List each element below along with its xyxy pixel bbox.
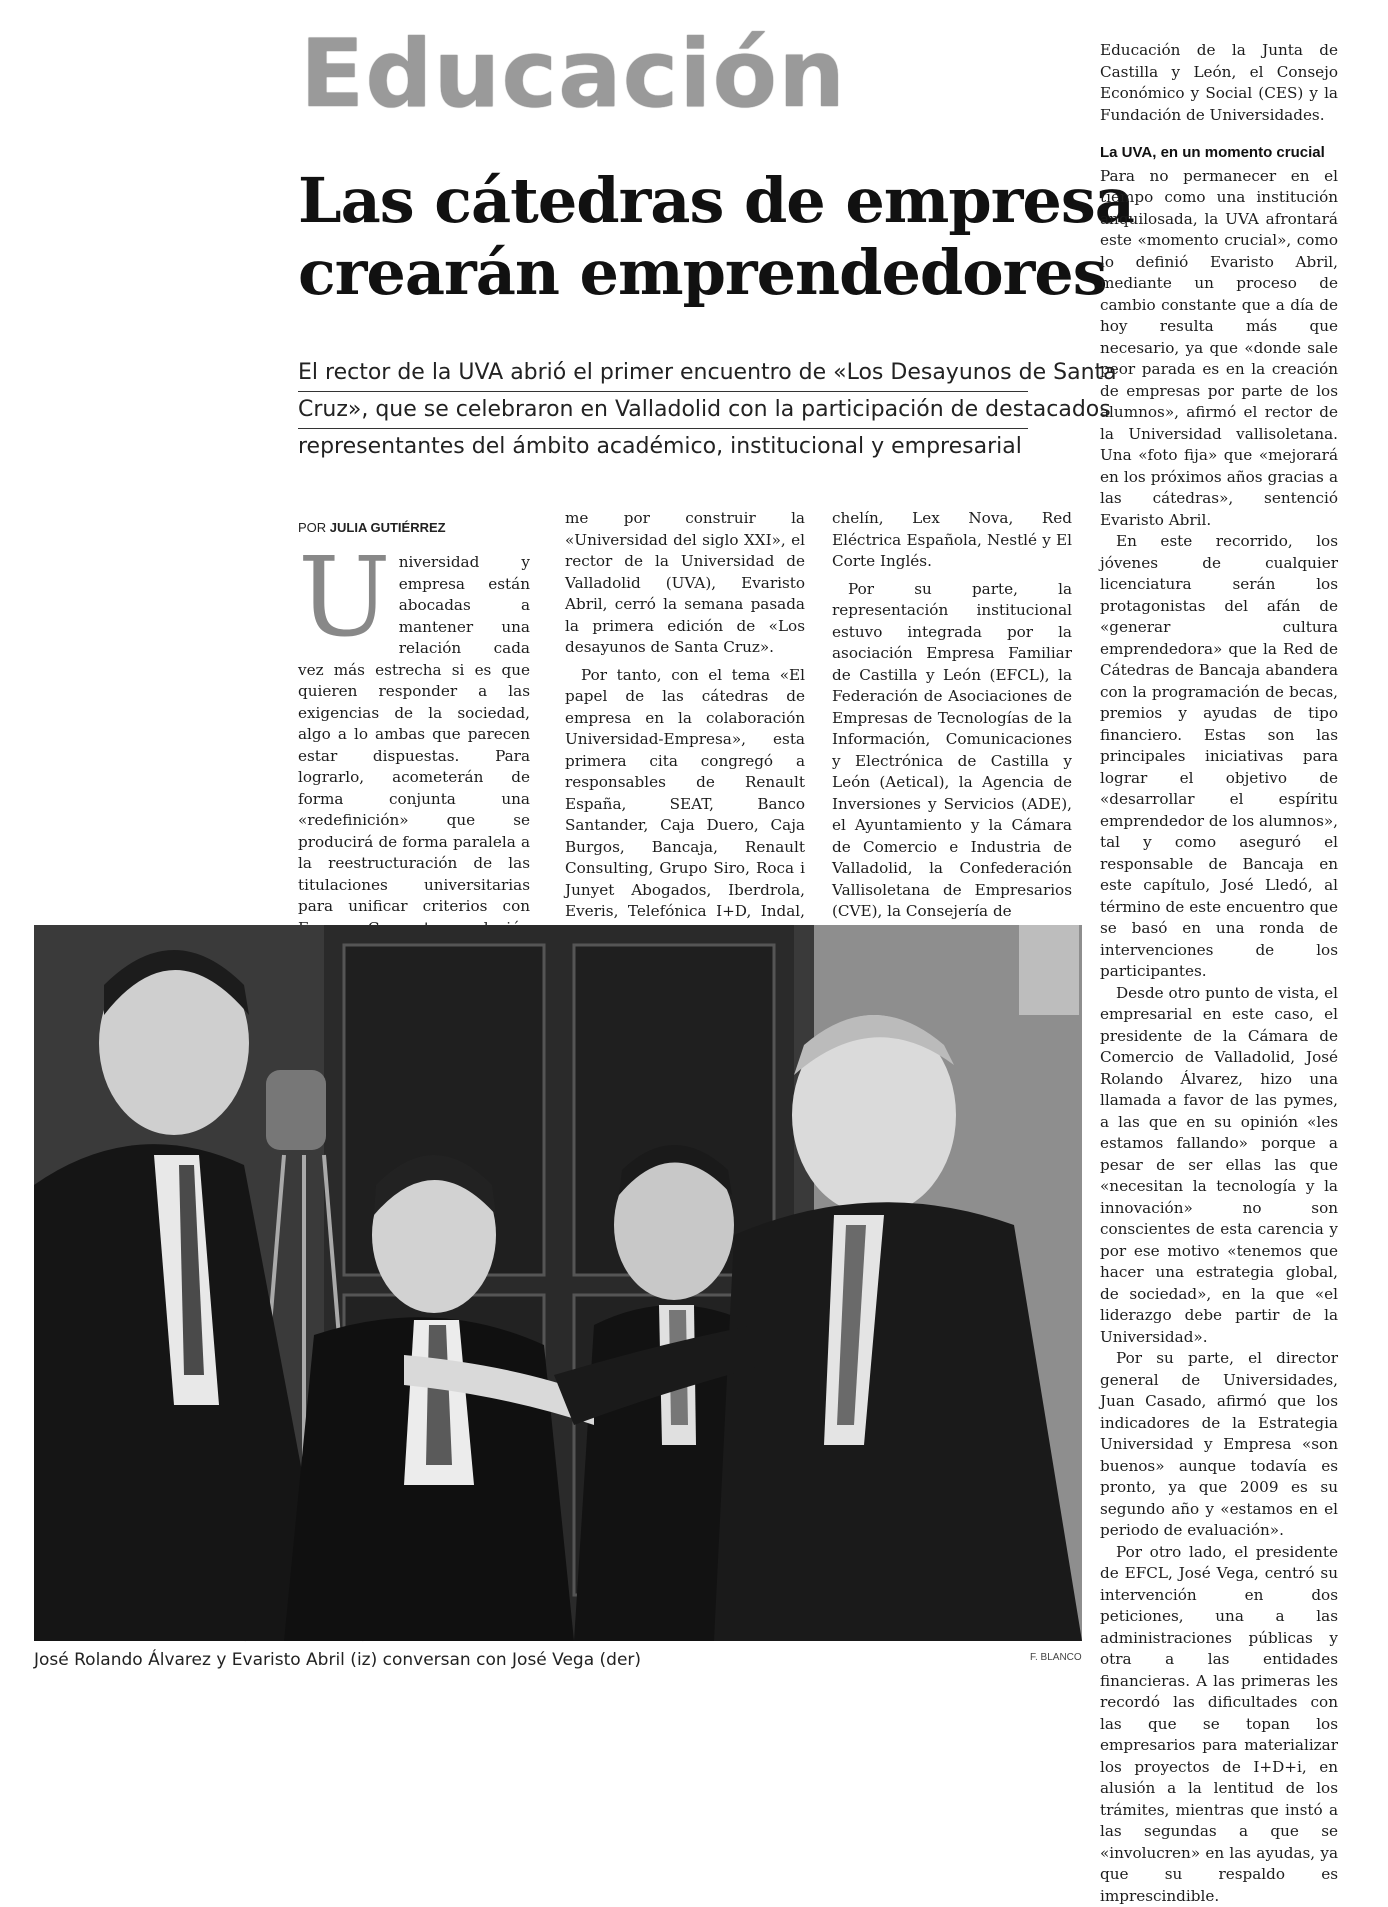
paragraph: Por otro lado, el presidente de EFCL, José Vega, centró su intervención en dos peticiones, una a las administraciones públicas y otra a las entidades financieras. A las primeras les recordó las dificultades con las que se topan los empresarios para materializar los proyectos de I+D+i, en alusión a la lentitud de los trámites, mientras que instó a las segundas a que se «involucren» en las ayudas, ya que su respaldo es imprescindible.: [1100, 1542, 1338, 1907]
photo-caption: José Rolando Álvarez y Evaristo Abril (iz) conversan con José Vega (der): [34, 1650, 641, 1670]
lead-paragraph: [298, 355, 1028, 465]
article-column-3: [832, 508, 1072, 923]
article-column-2: [565, 508, 805, 944]
paragraph: Para no permanecer en el tiempo como una institución anquilosada, la UVA afrontará este «momento crucial», como lo definió Evaristo Abril, mediante un proceso de cambio constante que a día de hoy resulta más que necesario, ya que «donde sale peor parada es en la creación de empresas por parte de los alumnos», afirmó el rector de la Universidad vallisoletana. Una «foto fija» que «mejorará en los próximos años gracias a las cátedras», sentenció Evaristo Abril.: [1100, 166, 1338, 532]
headline: [298, 165, 1058, 309]
photo-credit: F. BLANCO: [1030, 1652, 1082, 1663]
byline-author: JULIA GUTIÉRREZ: [330, 520, 446, 535]
paragraph: Por su parte, el director general de Universidades, Juan Casado, afirmó que los indicadores de la Estrategia Universidad y Empresa «son buenos» aunque todavía es pronto, ya que 2009 es su segundo año y «estamos en el periodo de evaluación».: [1100, 1348, 1338, 1542]
paragraph: Por su parte, la representación institucional estuvo integrada por la asociación Empresa Familiar de Castilla y León (EFCL), la Federación de Asociaciones de Empresas de Tecnologías de la Información, Comunicaciones y Electrónica de Castilla y León (Aetical), la Agencia de Inversiones y Servicios (ADE), el Ayuntamiento y la Cámara de Comercio e Industria de Valladolid, la Confederación Vallisoletana de Empresarios (CVE), la Consejería de: [832, 579, 1072, 923]
paragraph: me por construir la «Universidad del siglo XXI», el rector de la Universidad de Valladolid (UVA), Evaristo Abril, cerró la semana pasada la primera edición de «Los desayunos de Santa Cruz».: [565, 508, 805, 659]
paragraph: En este recorrido, los jóvenes de cualquier licenciatura serán los protagonistas del afán de «generar cultura emprendedora» que la Red de Cátedras de Bancaja abandera con la programación de becas, premios y ayudas de tipo financiero. Estas son las principales iniciativas para lograr el objetivo de «desarrollar el espíritu emprendedor de los alumnos», tal y como aseguró el responsable de Bancaja en este capítulo, José Lledó, al término de este encuentro que se basó en una ronda de intervenciones de los participantes.: [1100, 531, 1338, 983]
news-photo: [34, 925, 1082, 1641]
paragraph: Por tanto, con el tema «El papel de las cátedras de empresa en la colaboración Universidad-Empresa», esta primera cita congregó a responsables de Renault España, SEAT, Banco Santander, Caja Duero, Caja Burgos, Bancaja, Renault Consulting, Grupo Siro, Roca i Junyet Abogados, Iberdrola, Everis, Telefónica I+D, Indal,: [565, 665, 805, 945]
lead-line-1: El rector de la UVA abrió el primer encuentro de «Los Desayunos de Santa: [298, 355, 1028, 392]
paragraph: niversidad y empresa están abocadas a mantener una relación cada vez más estrecha si es que quieren responder a las exigencias de la sociedad, algo a lo ambas que parecen estar dispuestas. Para lograrlo, acometerán de forma conjunta una «redefinición» que se producirá de forma paralela a la reestructuración de las titulaciones universitarias para unificar criterios con: [298, 552, 530, 961]
lead-line-2: Cruz», que se celebraron en Valladolid con la participación de destacados: [298, 392, 1028, 429]
paragraph: Desde otro punto de vista, el empresarial en este caso, el presidente de la Cámara de Comercio de Valladolid, José Rolando Álvarez, hizo una llamada a favor de las pymes, a las que en su opinión «les estamos fallando» porque a pesar de ser ellas las que «necesitan la tecnología y la innovación» no son conscientes de esta carencia y por ese motivo «tenemos que hacer una estrategia global, de sociedad», en la que «el liderazgo debe partir de la Universidad».: [1100, 983, 1338, 1349]
article-column-4: [1100, 40, 1338, 1907]
photo-illustration: [34, 925, 1082, 1641]
byline-prefix: POR: [298, 520, 326, 535]
subheading: La UVA, en un momento crucial: [1100, 142, 1338, 164]
section-title: Educación: [300, 28, 846, 122]
headline-line-2: crearán emprendedores: [298, 237, 1058, 309]
dropcap: U: [298, 554, 391, 640]
headline-line-1: Las cátedras de empresa: [298, 165, 1058, 237]
paragraph: Educación de la Junta de Castilla y León, el Consejo Económico y Social (CES) y la Fundación de Universidades.: [1100, 40, 1338, 126]
paragraph: chelín, Lex Nova, Red Eléctrica Española, Nestlé y El Corte Inglés.: [832, 508, 1072, 573]
lead-line-3: representantes del ámbito académico, institucional y empresarial: [298, 429, 1028, 465]
article-column-1: [298, 552, 530, 961]
